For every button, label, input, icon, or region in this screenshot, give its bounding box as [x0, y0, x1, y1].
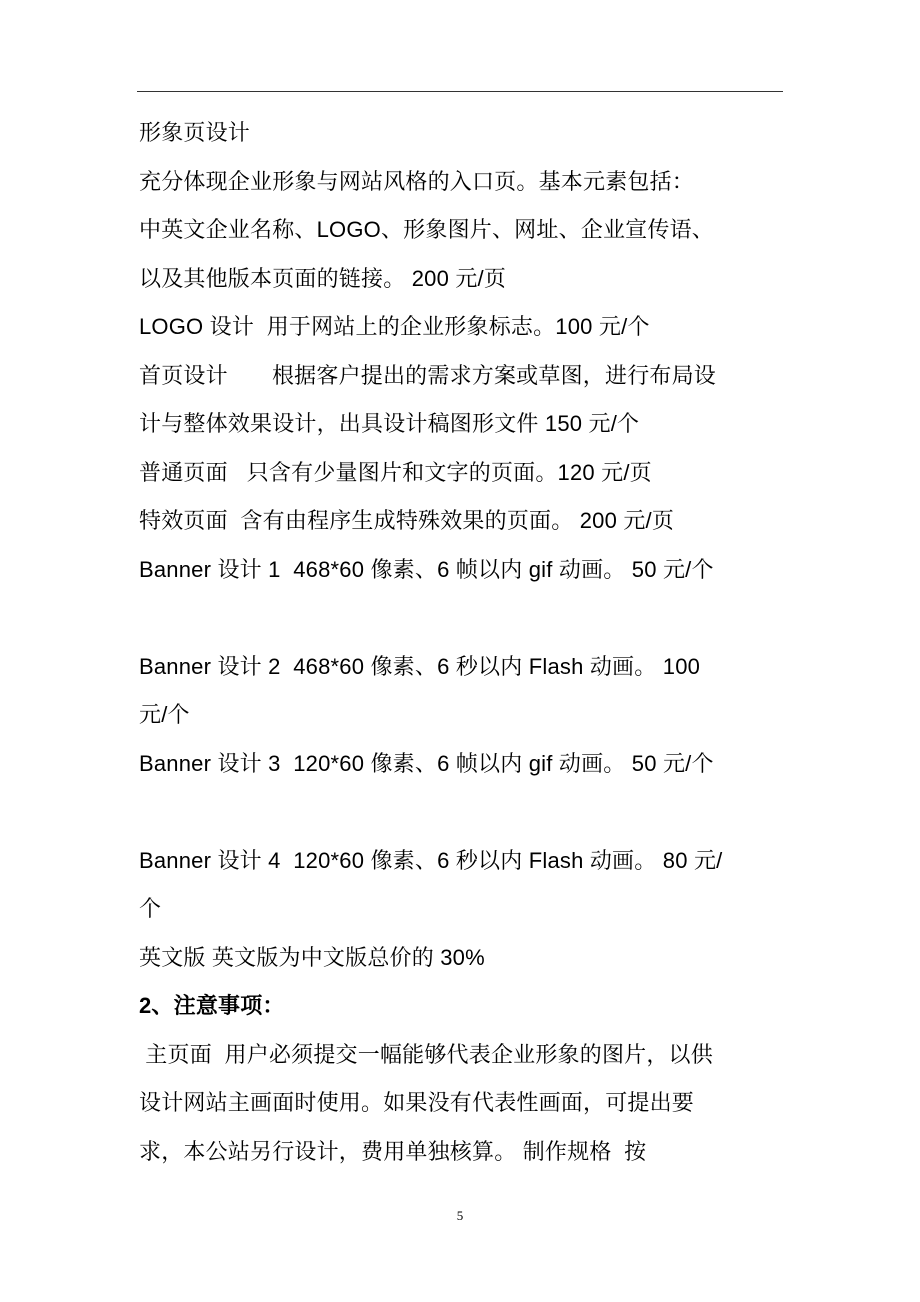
- paragraph-line: 以及其他版本页面的链接。 200 元/页: [139, 265, 507, 291]
- paragraph-line: 充分体现企业形象与网站风格的入口页。基本元素包括：: [139, 168, 695, 194]
- price-item-normal-page: 普通页面 只含有少量图片和文字的页面。120 元/页: [139, 459, 652, 485]
- price-item-english-version: 英文版 英文版为中文版总价的 30%: [139, 944, 485, 970]
- paragraph-line: 元/个: [139, 702, 190, 727]
- paragraph-line: 设计网站主画面时使用。如果没有代表性画面，可提出要: [139, 1090, 695, 1115]
- paragraph-line: 中英文企业名称、LOGO、形象图片、网址、企业宣传语、: [139, 217, 714, 242]
- price-item-banner-3: Banner 设计 3 120*60 像素、6 帧以内 gif 动画。 50 元/个: [139, 750, 714, 776]
- header-rule: [137, 91, 783, 92]
- price-item-banner-2: Banner 设计 2 468*60 像素、6 秒以内 Flash 动画。 100: [139, 653, 701, 679]
- page-number: 5: [456, 1208, 464, 1223]
- price-item-banner-4: Banner 设计 4 120*60 像素、6 秒以内 Flash 动画。 80 元/: [139, 847, 723, 873]
- document-body: [139, 109, 789, 1176]
- section-title-image-page: 形象页设计: [139, 120, 251, 145]
- price-item-homepage: 首页设计 根据客户提出的需求方案或草图，进行布局设: [139, 362, 716, 388]
- paragraph-line: 个: [139, 896, 162, 921]
- paragraph-line: 求，本公站另行设计，费用单独核算。 制作规格 按: [139, 1138, 647, 1164]
- price-item-banner-1: Banner 设计 1 468*60 像素、6 帧以内 gif 动画。 50 元/个: [139, 556, 714, 582]
- paragraph-line: 主页面 用户必须提交一幅能够代表企业形象的图片，以供: [139, 1041, 713, 1067]
- blank-line: [139, 594, 789, 643]
- paragraph-line: 计与整体效果设计，出具设计稿图形文件 150 元/个: [139, 411, 640, 436]
- price-item-logo: LOGO 设计 用于网站上的企业形象标志。100 元/个: [139, 314, 650, 339]
- section-heading-notes: 2、注意事项：: [139, 993, 285, 1018]
- blank-line: [139, 788, 789, 837]
- price-item-effects-page: 特效页面 含有由程序生成特殊效果的页面。 200 元/页: [139, 508, 675, 533]
